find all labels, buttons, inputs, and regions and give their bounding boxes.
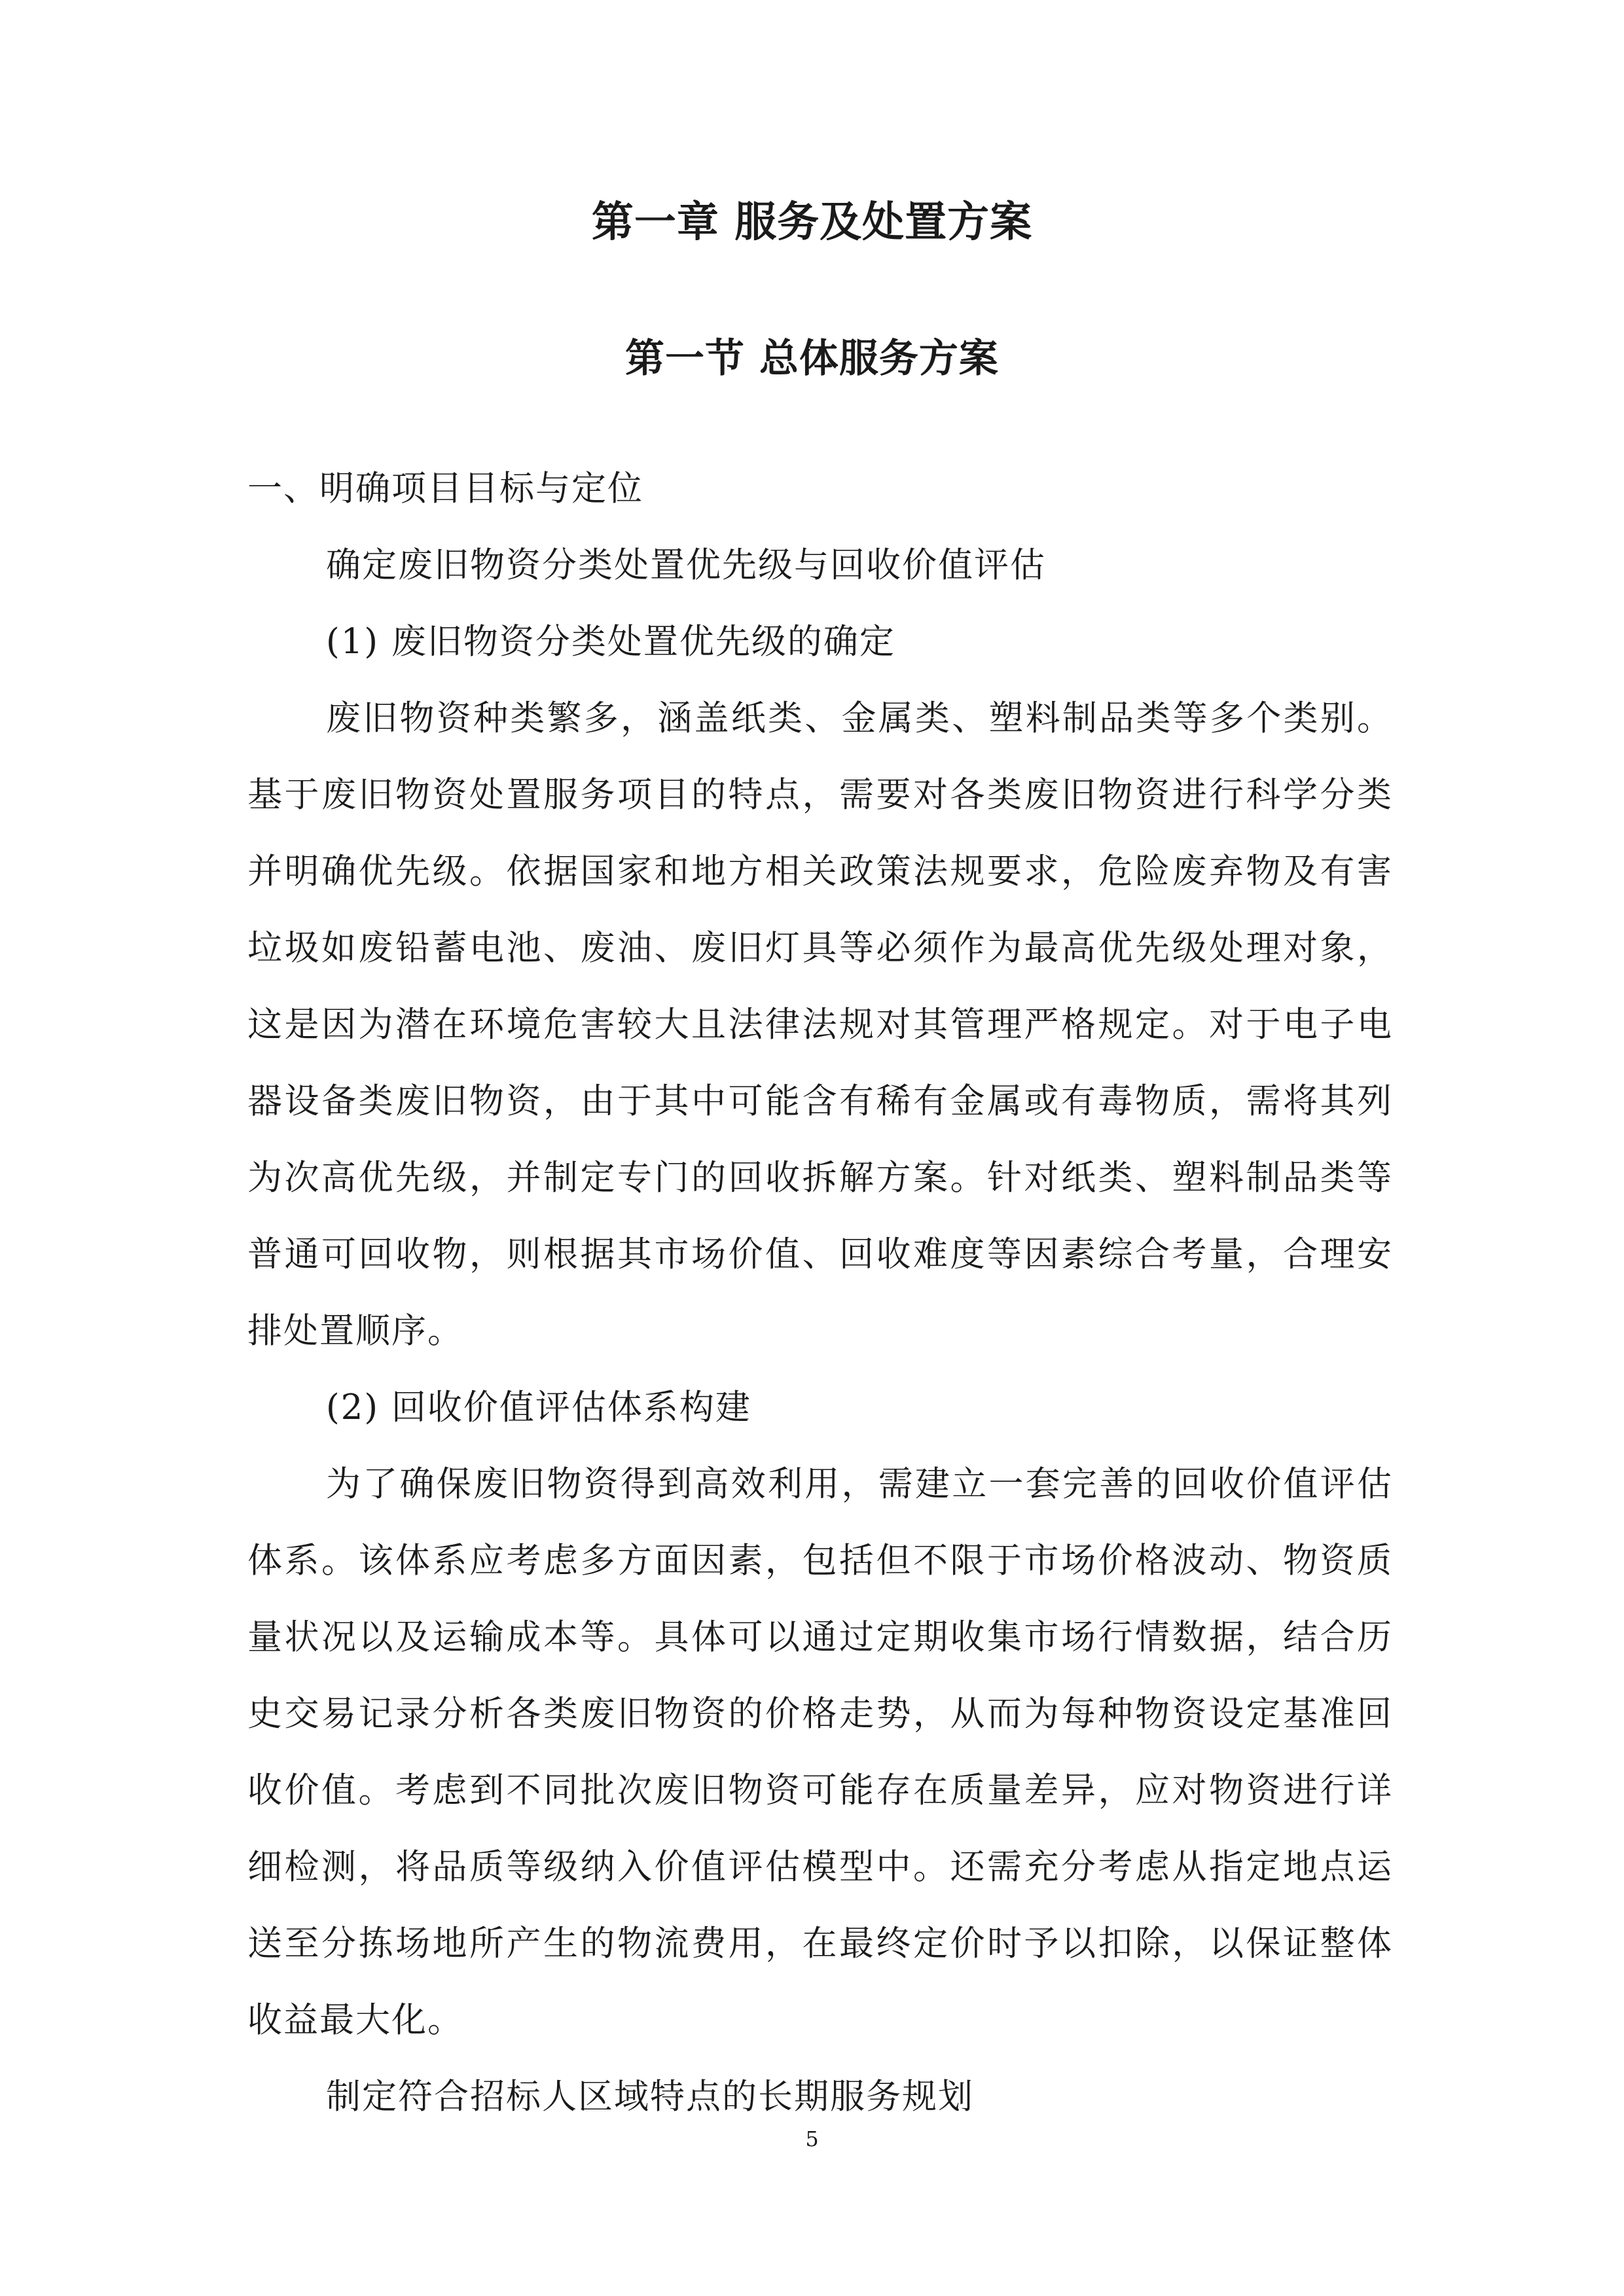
chapter-title: 第一章 服务及处置方案 <box>591 198 1033 247</box>
section-title: 第一节 总体服务方案 <box>625 336 999 382</box>
subheading-value-system: (2) 回收价值评估体系构建 <box>326 1388 751 1427</box>
paragraph-priority: 废旧物资种类繁多，涵盖纸类、金属类、塑料制品类等多个类别。基于废旧物资处置服务项目的特点，需要对各类废旧物资进行科学分类并明确优先级。依据国家和地方相关政策法规要求，危险废弃物及有害垃圾如废铅蓄电池、废油、废旧灯具等必须作为最高优先级处理对象，这是因为潜在环境危害较大且法律法规对其管理严格规定。对于电子电器设备类废旧物资，由于其中可能含有稀有金属或有毒物质，需将其列为次高优先级，并制定专门的回收拆解方案。针对纸类、塑料制品类等普通可回收物，则根据其市场价值、回收难度等因素综合考量，合理安排处置顺序。 <box>247 698 1393 1351</box>
subheading-priority-and-value: 确定废旧物资分类处置优先级与回收价值评估 <box>326 545 1046 585</box>
paragraph-value-system: 为了确保废旧物资得到高效利用，需建立一套完善的回收价值评估体系。该体系应考虑多方面因素，包括但不限于市场价格波动、物资质量状况以及运输成本等。具体可以通过定期收集市场行情数据，结合历史交易记录分析各类废旧物资的价格走势，从而为每种物资设定基准回收价值。考虑到不同批次废旧物资可能存在质量差异，应对物资进行详细检测，将品质等级纳入价值评估模型中。还需充分考虑从指定地点运送至分拣场地所产生的物流费用，在最终定价时予以扣除，以保证整体收益最大化。 <box>247 1464 1393 2040</box>
body-text <box>247 450 1393 2135</box>
subheading-priority: (1) 废旧物资分类处置优先级的确定 <box>326 622 895 662</box>
subheading-long-term-plan: 制定符合招标人区域特点的长期服务规划 <box>326 2077 974 2117</box>
page-number: 5 <box>805 2126 819 2151</box>
heading-project-goals: 一、明确项目目标与定位 <box>247 469 643 509</box>
